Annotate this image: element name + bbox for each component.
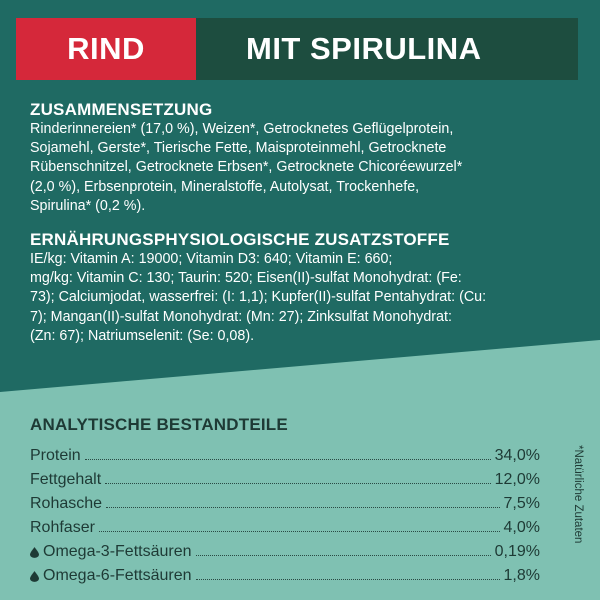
analytic-row-label: Fettgehalt [30, 471, 102, 488]
dot-leader [196, 555, 491, 556]
composition-line: (2,0 %), Erbsenprotein, Mineralstoffe, Autolysat, Trockenhefe, [30, 178, 420, 195]
analytic-row [30, 489, 540, 513]
analytic-row-label: Omega-3-Fettsäuren [43, 543, 192, 560]
dot-leader [105, 483, 490, 484]
composition-line: Sojamehl, Gerste*, Tierische Fette, Maisproteinmehl, Getrocknete [30, 140, 447, 157]
analytic-row-label: Protein [30, 447, 81, 464]
banner-right [196, 18, 578, 80]
analytic-title: ANALYTISCHE BESTANDTEILE [30, 415, 288, 434]
analytic-row-label: Rohfaser [30, 519, 95, 536]
additives-section [30, 230, 560, 346]
banner-right-text: MIT SPIRULINA [246, 31, 482, 66]
analytic-section [30, 415, 540, 585]
additives-line: 7); Mangan(II)-sulfat Monohydrat: (Mn: 27); Zinksulfat Monohydrat: [30, 308, 452, 325]
analytic-row [30, 537, 540, 561]
composition-line: Rinderinnereien* (17,0 %), Weizen*, Getrocknetes Geflügelprotein, [30, 121, 454, 137]
additives-title: ERNÄHRUNGSPHYSIOLOGISCHE ZUSATZSTOFFE [30, 230, 450, 249]
analytic-row [30, 465, 540, 489]
analytic-row-value: 7,5% [503, 495, 540, 512]
analytic-row [30, 513, 540, 537]
dot-leader [106, 507, 499, 508]
analytic-row [30, 561, 540, 585]
analytic-row [30, 441, 540, 465]
composition-text [30, 120, 550, 216]
additives-line: IE/kg: Vitamin A: 19000; Vitamin D3: 640; Vitamin E: 660; [30, 251, 393, 267]
additives-line: 73); Calciumjodat, wasserfrei: (I: 1,1); Kupfer(II)-sulfat Pentahydrat: (Cu: [30, 289, 487, 306]
title-banner [16, 18, 578, 80]
analytic-row-value: 1,8% [503, 567, 540, 584]
additives-line: mg/kg: Vitamin C: 130; Taurin: 520; Eisen(II)-sulfat Monohydrat: (Fe: [30, 270, 462, 287]
drop-icon [30, 571, 39, 582]
side-note [568, 445, 588, 575]
drop-icon [30, 547, 39, 558]
banner-left [16, 18, 196, 80]
analytic-row-label: Rohasche [30, 495, 103, 512]
additives-line: (Zn: 67); Natriumselenit: (Se: 0,08). [30, 327, 255, 344]
composition-line: Spirulina* (0,2 %). [30, 197, 146, 214]
analytic-row-value: 4,0% [503, 519, 540, 536]
side-note-text: *Natürliche Zutaten [572, 445, 584, 544]
dot-leader [85, 459, 491, 460]
composition-section [30, 100, 550, 216]
composition-title: ZUSAMMENSETZUNG [30, 100, 213, 119]
dot-leader [99, 531, 500, 532]
additives-text [30, 250, 560, 346]
dot-leader [196, 579, 500, 580]
composition-line: Rübenschnitzel, Getrocknete Erbsen*, Getrocknete Chicoréewurzel* [30, 159, 463, 176]
analytic-row-value: 34,0% [494, 447, 540, 464]
analytic-row-value: 0,19% [494, 543, 540, 560]
banner-left-text: RIND [67, 31, 145, 66]
analytic-row-value: 12,0% [494, 471, 540, 488]
analytic-row-label: Omega-6-Fettsäuren [43, 567, 192, 584]
